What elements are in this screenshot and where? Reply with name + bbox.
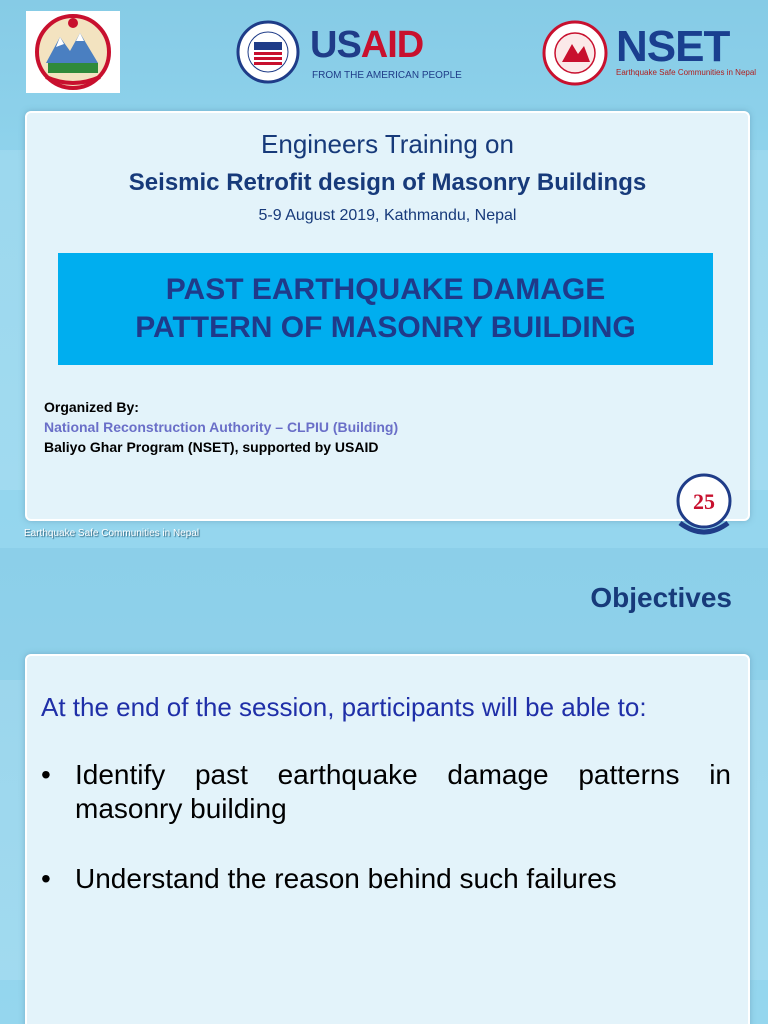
objectives-list (41, 758, 731, 932)
usaid-wordmark: USAID (310, 24, 424, 66)
training-title: Engineers Training on (261, 129, 514, 159)
date-location: 5-9 August 2019, Kathmandu, Nepal (258, 207, 517, 224)
banner-line-2: PATTERN OF MASONRY BUILDING (135, 311, 636, 344)
organizers (44, 397, 404, 457)
nset-logo (542, 20, 757, 88)
footer-tagline: Earthquake Safe Communities in Nepal (24, 528, 200, 539)
objectives-lead: At the end of the session, participants will be able to: (41, 692, 647, 722)
objective-item: • Identify past earthquake damage patterns in masonry building (41, 758, 731, 826)
organizer-baliyo-ghar: Baliyo Ghar Program (NSET), supported by USAID (44, 439, 379, 455)
title-panel (25, 111, 750, 521)
usaid-tagline: FROM THE AMERICAN PEOPLE (312, 70, 462, 81)
usaid-wordmark-accent: AID (360, 24, 424, 66)
anniversary-number: 25 (693, 489, 715, 514)
organized-by-label: Organized By: (44, 399, 139, 415)
objective-item: • Understand the reason behind such failures (41, 862, 731, 896)
nepal-emblem-logo (26, 11, 120, 93)
banner-line-1: PAST EARTHQUAKE DAMAGE (165, 273, 606, 306)
course-title: Seismic Retrofit design of Masonry Buildings (128, 169, 647, 196)
organizer-nra: National Reconstruction Authority – CLPIU (Building) (44, 419, 399, 435)
nset-tagline: Earthquake Safe Communities in Nepal (616, 68, 757, 77)
session-banner (58, 253, 713, 365)
usaid-logo (236, 20, 476, 84)
usaid-seal-icon (236, 20, 300, 84)
objectives-slide (0, 548, 768, 1024)
nset-seal-icon (542, 20, 608, 86)
anniversary-badge-icon (672, 471, 736, 541)
objectives-heading: Objectives (590, 582, 732, 613)
nset-wordmark: NSET (616, 22, 730, 71)
objectives-panel (25, 654, 750, 1024)
